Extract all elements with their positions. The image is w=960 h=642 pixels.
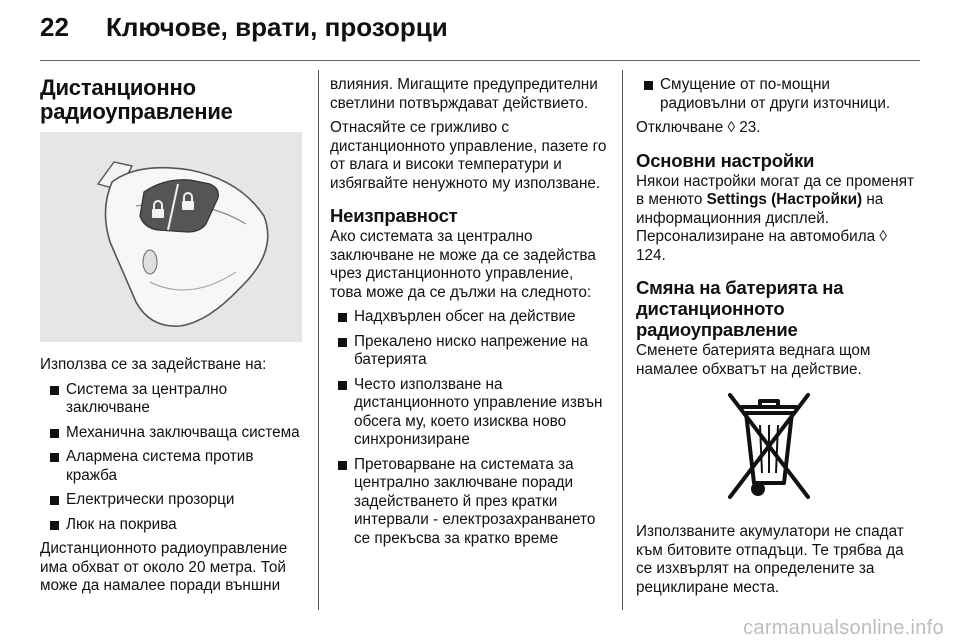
reference-text: Отключване <box>636 119 724 136</box>
function-list <box>40 381 302 535</box>
list-item: Надхвърлен обсег на действие <box>330 308 608 327</box>
page-header <box>0 0 960 60</box>
malfunction-list <box>330 308 608 548</box>
range-paragraph: Дистанционното радиоуправление има обхват от около 20 метра. Той може да намалее поради външни <box>40 540 288 594</box>
paragraph: влияния. Мигащите предупредителни светлини потвърждават действието. <box>330 76 598 112</box>
list-item: Механична заключваща система <box>40 424 302 443</box>
watermark: carmanualsonline.info <box>743 617 944 639</box>
reference-arrow-icon: ◊ <box>879 228 887 245</box>
settings-menu-keyword: Settings (Настройки) <box>706 191 863 208</box>
remote-key-illustration <box>40 132 302 342</box>
reference-arrow-icon: ◊ <box>727 119 736 136</box>
page-number: 22 <box>40 12 69 42</box>
crossed-bin-symbol <box>636 385 916 515</box>
cross-reference <box>636 119 916 138</box>
header-rule <box>40 60 920 61</box>
column-3 <box>636 76 916 603</box>
paragraph: Сменете батерията веднага щом намалее обхватът на действие. <box>636 342 871 378</box>
list-item: Люк на покрива <box>40 516 302 535</box>
paragraph-text: Някои настройки могат да се променят в менюто <box>636 172 914 208</box>
malfunction-list-continued <box>636 76 916 113</box>
paragraph: Ако системата за централно заключване не може да се задейства чрез дистанционното управление, това може да се дължи на следното: <box>330 228 596 301</box>
list-item: Система за централно заключване <box>40 381 302 418</box>
paragraph-text: на информационния дисплей. Персонализиране на автомобила <box>636 191 884 245</box>
section-heading-battery-replacement: Смяна на батерията на дистанционното радиоуправление <box>636 277 844 340</box>
crossed-bin-icon <box>714 385 824 505</box>
column-divider-1 <box>318 70 319 610</box>
column-2 <box>330 76 608 554</box>
list-item: Претоварване на системата за централно заключване поради задействането й през кратки интервали - електрозахранването се прекъсва за кратко време <box>330 456 608 549</box>
page-title: Ключове, врати, прозорци <box>106 12 448 42</box>
list-item: Смущение от по-мощни радиовълни от други източници. <box>636 76 916 113</box>
column-1 <box>40 76 302 602</box>
section-heading-remote-control: Дистанционно радиоуправление <box>40 75 233 124</box>
list-item: Електрически прозорци <box>40 491 302 510</box>
list-item: Алармена система против кражба <box>40 448 302 485</box>
reference-page: 124. <box>636 246 666 264</box>
section-heading-malfunction: Неизправност <box>330 205 458 226</box>
column-divider-2 <box>622 70 623 610</box>
list-item: Прекалено ниско напрежение на батерията <box>330 333 608 370</box>
list-item: Често използване на дистанционното управление извън обсега му, което изисква ново синхронизиране <box>330 376 608 450</box>
reference-page: 23. <box>739 119 761 136</box>
section-heading-basic-settings: Основни настройки <box>636 149 815 171</box>
settings-paragraph <box>636 173 916 266</box>
intro-text: Използва се за задействане на: <box>40 356 267 373</box>
disposal-paragraph: Използваните акумулатори не спадат към битовите отпадъци. Те трябва да се изхвърлят на определените за рециклиране места. <box>636 523 904 596</box>
paragraph: Отнасяйте се грижливо с дистанционното управление, пазете го от влага и високи температури и избягвайте ненужното му използване. <box>330 119 607 192</box>
